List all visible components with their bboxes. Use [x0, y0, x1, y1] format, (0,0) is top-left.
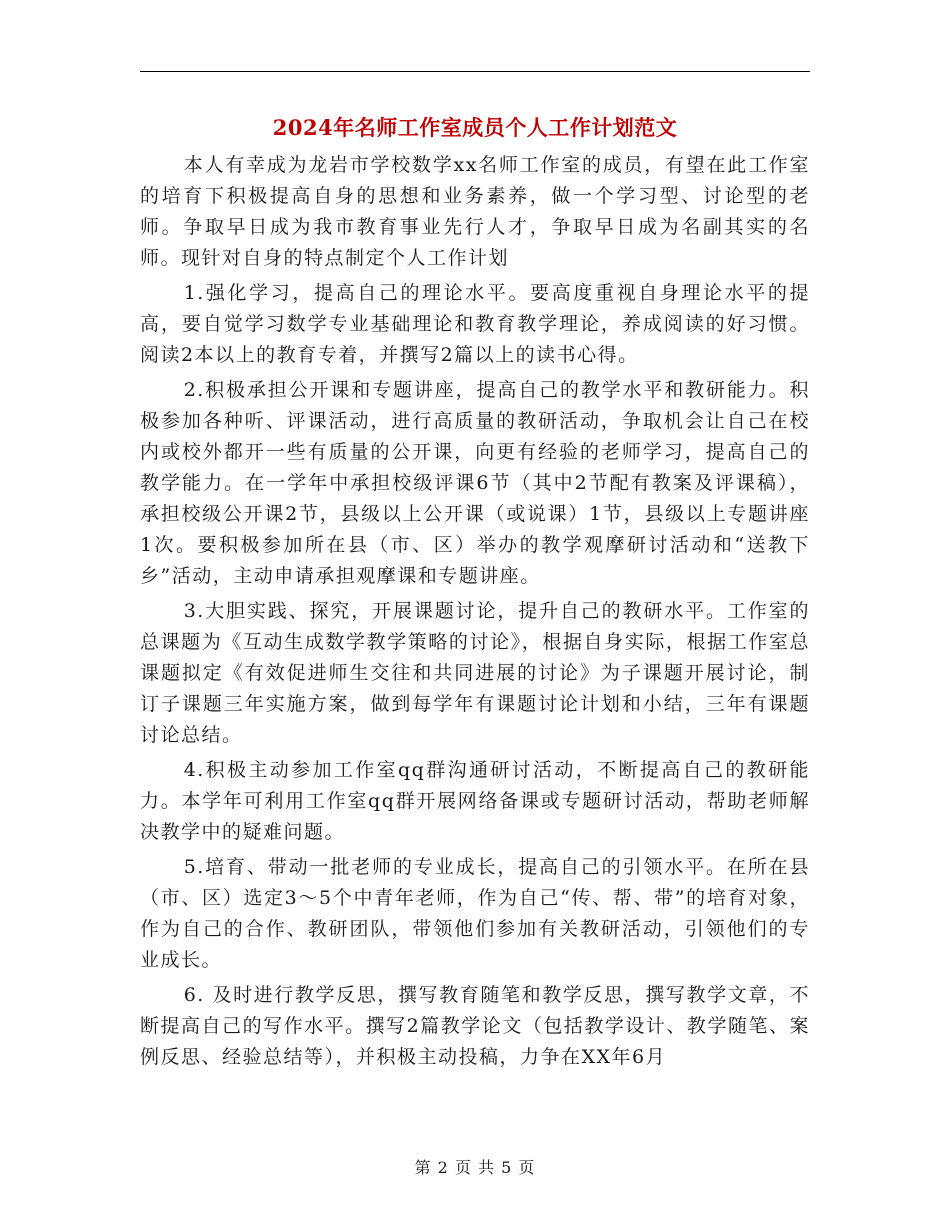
document-title: 2024年名师工作室成员个人工作计划范文 — [272, 115, 678, 140]
header-rule — [140, 71, 810, 72]
paragraph-item-5: 5.培育、带动一批老师的专业成长，提高自己的引领水平。在所在县（市、区）选定3～5个中青年老师，作为自己“传、帮、带”的培育对象，作为自己的合作、教研团队，带领他们参加有关教研活动，引领他们的专业成长。 — [140, 856, 810, 971]
paragraph-item-4: 4.积极主动参加工作室qq群沟通研讨活动，不断提高自己的教研能力。本学年可利用工作室qq群开展网络备课或专题研讨活动，帮助老师解决教学中的疑难问题。 — [140, 759, 810, 843]
paragraph-item-1: 1.强化学习，提高自己的理论水平。要高度重视自身理论水平的提高，要自觉学习数学专业基础理论和教育教学理论，养成阅读的好习惯。阅读2本以上的教育专着，并撰写2篇以上的读书心得。 — [140, 282, 810, 366]
paragraph-item-3: 3.大胆实践、探究，开展课题讨论，提升自己的教研水平。工作室的总课题为《互动生成数学教学策略的讨论》，根据自身实际，根据工作室总课题拟定《有效促进师生交往和共同进展的讨论》为子课题开展讨论，制订子课题三年实施方案，做到每学年有课题讨论计划和小结，三年有课题讨论总结。 — [140, 600, 810, 746]
paragraph-item-6: 6. 及时进行教学反思，撰写教育随笔和教学反思，撰写教学文章，不断提高自己的写作水平。撰写2篇教学论文（包括教学设计、教学随笔、案例反思、经验总结等），并积极主动投稿，力争在XX年6月 — [140, 984, 810, 1068]
page-number-footer: 第 2 页 共 5 页 — [414, 1158, 536, 1177]
paragraph-item-2: 2.积极承担公开课和专题讲座，提高自己的教学水平和教研能力。积极参加各种听、评课活动，进行高质量的教研活动，争取机会让自己在校内或校外都开一些有质量的公开课，向更有经验的老师学习，提高自己的教学能力。在一学年中承担校级评课6节（其中2节配有教案及评课稿），承担校级公开课2节，县级以上公开课（或说课）1节，县级以上专题讲座1次。要积极参加所在县（市、区）举办的教学观摩研讨活动和“送教下乡”活动，主动申请承担观摩课和专题讲座。 — [140, 379, 810, 587]
paragraph-intro: 本人有幸成为龙岩市学校数学xx名师工作室的成员，有望在此工作室的培育下积极提高自身的思想和业务素养，做一个学习型、讨论型的老师。争取早日成为我市教育事业先行人才，争取早日成为名副其实的名师。现针对自身的特点制定个人工作计划 — [140, 154, 810, 269]
document-body — [140, 150, 810, 1077]
